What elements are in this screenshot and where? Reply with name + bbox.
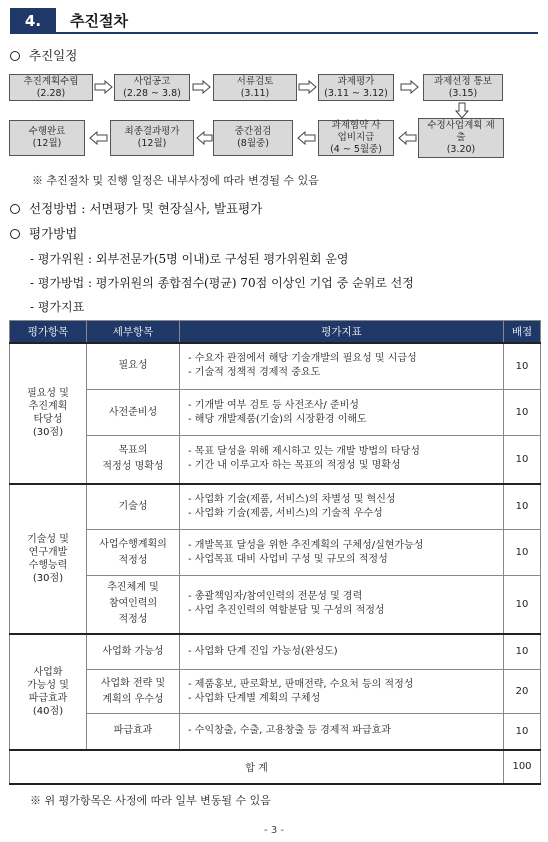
score-cell: 10 bbox=[504, 530, 541, 576]
table-header-row bbox=[10, 321, 541, 343]
subcategory-line: 사전준비성 bbox=[108, 406, 158, 418]
indicator-line: - 수익창출, 수출, 고용창출 등 경제적 파급효과 bbox=[188, 725, 391, 737]
category-cell bbox=[10, 634, 87, 750]
flow-step-label: 서류검토 bbox=[236, 75, 274, 87]
subcategory-cell bbox=[87, 670, 180, 714]
flow-step-label: 과제평가 bbox=[337, 75, 375, 87]
flow-step-date: (2.28) bbox=[36, 87, 66, 99]
indicator-cell bbox=[180, 530, 504, 576]
indicator-line: - 총괄책임자/참여인력의 전문성 및 경력 bbox=[188, 591, 363, 603]
table-row bbox=[10, 343, 541, 390]
flow-step-label: 최종결과평가 bbox=[124, 126, 180, 137]
indicator-cell bbox=[180, 390, 504, 436]
indicator-line: - 사업화 기술(제품, 서비스)의 기술적 우수성 bbox=[188, 507, 383, 519]
evaluation-heading-text: 평가방법 bbox=[29, 226, 78, 241]
flow-step-date: (3.15) bbox=[448, 87, 478, 99]
schedule-heading-text: 추진일정 bbox=[29, 48, 78, 63]
score-cell: 10 bbox=[504, 484, 541, 530]
flow-step-date: (8월중) bbox=[237, 138, 269, 149]
header-category: 평가항목 bbox=[10, 321, 87, 343]
table-row bbox=[10, 714, 541, 750]
flow-step-label: 과제선정 통보 bbox=[433, 75, 493, 87]
score-cell: 20 bbox=[504, 670, 541, 714]
subcategory-cell bbox=[87, 634, 180, 670]
flow-step-date: (2.28 ~ 3.8) bbox=[123, 87, 181, 99]
score-cell: 10 bbox=[504, 436, 541, 484]
table-note: ※ 위 평가항목은 사정에 따라 일부 변동될 수 있음 bbox=[30, 794, 271, 807]
indicator-cell bbox=[180, 634, 504, 670]
category-line: 타당성 bbox=[33, 414, 63, 425]
indicator-cell bbox=[180, 714, 504, 750]
subcategory-line: 파급효과 bbox=[113, 725, 153, 737]
subcategory-line: 계획의 우수성 bbox=[102, 693, 164, 705]
score-cell: 10 bbox=[504, 634, 541, 670]
selection-text: 선정방법 : 서면평가 및 현장실사, 발표평가 bbox=[29, 201, 263, 216]
evaluation-item: - 평가지표 bbox=[30, 300, 85, 314]
flow-step bbox=[110, 120, 194, 156]
flow-step-date: (12월) bbox=[32, 138, 62, 149]
flow-step-date: (3.11 ~ 3.12) bbox=[324, 87, 388, 99]
hollow-circle-bullet-icon bbox=[10, 204, 20, 214]
category-line: 수행능력 bbox=[28, 559, 68, 571]
category-line: (30점) bbox=[32, 427, 64, 438]
indicator-cell bbox=[180, 436, 504, 484]
flow-step bbox=[213, 120, 293, 156]
flow-step bbox=[423, 74, 503, 101]
category-line: 가능성 및 bbox=[27, 679, 69, 691]
subcategory-cell bbox=[87, 714, 180, 750]
table-row bbox=[10, 436, 541, 484]
indicator-line: - 사업화 단계 진입 가능성(완성도) bbox=[188, 645, 338, 657]
category-line: 연구개발 bbox=[28, 546, 68, 558]
hollow-circle-bullet-icon bbox=[10, 229, 20, 239]
header-indicator: 평가지표 bbox=[180, 321, 504, 343]
flow-step bbox=[114, 74, 190, 101]
subcategory-cell bbox=[87, 390, 180, 436]
subcategory-cell bbox=[87, 530, 180, 576]
subcategory-cell bbox=[87, 436, 180, 484]
total-label: 합 계 bbox=[10, 750, 504, 784]
indicator-line: - 목표 달성을 위해 제시하고 있는 개발 방법의 타당성 bbox=[188, 446, 420, 458]
flow-step-date: (4 ~ 5월중) bbox=[330, 144, 382, 155]
flow-step bbox=[213, 74, 297, 101]
evaluation-table bbox=[9, 320, 541, 785]
flow-step-date: (3.11) bbox=[240, 87, 270, 99]
table-row bbox=[10, 634, 541, 670]
schedule-heading bbox=[10, 46, 77, 64]
selection-method bbox=[10, 199, 262, 217]
flow-step bbox=[9, 74, 93, 101]
score-cell: 10 bbox=[504, 390, 541, 436]
arrow-right-icon bbox=[192, 80, 212, 94]
indicator-cell bbox=[180, 576, 504, 634]
category-line: 추진계획 bbox=[28, 401, 68, 412]
subcategory-line: 추진체계 및 bbox=[107, 582, 159, 594]
hollow-circle-bullet-icon bbox=[10, 51, 20, 61]
page-number: - 3 - bbox=[264, 825, 284, 836]
indicator-line: - 개발목표 달성을 위한 추진계획의 구체성/실현가능성 bbox=[188, 539, 424, 551]
category-line: (40점) bbox=[32, 705, 64, 717]
score-cell: 10 bbox=[504, 576, 541, 634]
arrow-left-icon bbox=[195, 131, 213, 145]
table-row bbox=[10, 576, 541, 634]
arrow-left-icon bbox=[296, 131, 316, 145]
score-cell: 10 bbox=[504, 343, 541, 390]
flow-step-date: (3.20) bbox=[446, 144, 476, 155]
indicator-cell bbox=[180, 343, 504, 390]
header-score: 배점 bbox=[504, 321, 541, 343]
indicator-line: - 사업화 단계별 계획의 구체성 bbox=[188, 692, 321, 704]
subcategory-line: 참여인력의 bbox=[108, 598, 158, 610]
indicator-cell bbox=[180, 484, 504, 530]
arrow-left-icon bbox=[397, 131, 417, 145]
subcategory-cell bbox=[87, 343, 180, 390]
flow-step-label: 수행완료 bbox=[28, 126, 66, 137]
indicator-line: - 사업화 기술(제품, 서비스)의 차별성 및 혁신성 bbox=[188, 493, 396, 505]
flow-step bbox=[418, 118, 504, 158]
subcategory-line: 사업화 전략 및 bbox=[100, 677, 166, 689]
total-row bbox=[10, 750, 541, 784]
indicator-line: - 사업목표 대비 사업비 구성 및 규모의 적정성 bbox=[188, 553, 388, 565]
flow-step-label: 중간점검 bbox=[234, 126, 272, 137]
score-cell: 10 bbox=[504, 714, 541, 750]
flow-step-date: (12월) bbox=[137, 138, 167, 149]
subcategory-line: 기술성 bbox=[118, 500, 148, 512]
flow-step bbox=[9, 120, 85, 156]
arrow-right-icon bbox=[400, 80, 420, 94]
flow-step bbox=[318, 120, 394, 156]
category-line: 필요성 및 bbox=[27, 388, 69, 399]
indicator-line: - 사업 추진인력의 역할분담 및 구성의 적정성 bbox=[188, 605, 385, 617]
flow-step-label: 과제협약 사업비지급 bbox=[331, 120, 381, 143]
table-row bbox=[10, 670, 541, 714]
category-line: 기술성 및 bbox=[27, 533, 69, 545]
indicator-cell bbox=[180, 670, 504, 714]
header-subcategory: 세부항목 bbox=[87, 321, 180, 343]
evaluation-heading bbox=[10, 224, 77, 242]
indicator-line: - 제품홍보, 판로확보, 판매전략, 수요처 등의 적정성 bbox=[188, 678, 414, 690]
category-cell bbox=[10, 343, 87, 484]
indicator-line: - 기술적 정책적 경제적 중요도 bbox=[188, 367, 321, 379]
subcategory-line: 사업화 가능성 bbox=[102, 645, 164, 657]
schedule-note: ※ 추진절차 및 진행 일정은 내부사정에 따라 변경될 수 있음 bbox=[32, 174, 319, 187]
arrow-right-icon bbox=[94, 80, 114, 94]
indicator-line: - 수요자 관점에서 해당 기술개발의 필요성 및 시급성 bbox=[188, 353, 417, 365]
table-row bbox=[10, 390, 541, 436]
flow-step bbox=[318, 74, 394, 101]
evaluation-item: - 평가방법 : 평가위원의 종합점수(평균) 70점 이상인 기업 중 순위로 선정 bbox=[30, 276, 414, 290]
total-score: 100 bbox=[504, 750, 541, 784]
arrow-left-icon bbox=[88, 131, 108, 145]
subcategory-cell bbox=[87, 484, 180, 530]
evaluation-item: - 평가위원 : 외부전문가(5명 이내)로 구성된 평가위원회 운영 bbox=[30, 252, 349, 266]
section-title: 추진절차 bbox=[70, 12, 128, 30]
arrow-right-icon bbox=[298, 80, 318, 94]
flow-step-label: 추진계획수립 bbox=[23, 75, 79, 87]
category-cell bbox=[10, 484, 87, 634]
indicator-line: - 기개발 여부 검토 등 사전조사/ 준비성 bbox=[188, 399, 359, 411]
subcategory-line: 사업수행계획의 bbox=[99, 538, 167, 550]
category-line: (30점) bbox=[32, 572, 64, 584]
subcategory-line: 적정성 bbox=[118, 614, 148, 626]
subcategory-line: 적정성 명확성 bbox=[102, 461, 164, 473]
indicator-line: - 기간 내 이루고자 하는 목표의 적정성 및 명확성 bbox=[188, 460, 401, 472]
table-row bbox=[10, 530, 541, 576]
subcategory-line: 필요성 bbox=[118, 360, 148, 372]
category-line: 사업화 bbox=[33, 666, 63, 678]
subcategory-line: 목표의 bbox=[118, 445, 148, 457]
subcategory-cell bbox=[87, 576, 180, 634]
subcategory-line: 적정성 bbox=[118, 554, 148, 566]
indicator-line: - 해당 개발제품(기술)의 시장환경 이해도 bbox=[188, 413, 367, 425]
table-row bbox=[10, 484, 541, 530]
flow-step-label: 수정사업계획 제출 bbox=[427, 120, 495, 143]
section-number: 4. bbox=[10, 8, 56, 34]
category-line: 파급효과 bbox=[28, 692, 68, 704]
section-header bbox=[10, 8, 538, 34]
flow-step-label: 사업공고 bbox=[133, 75, 171, 87]
